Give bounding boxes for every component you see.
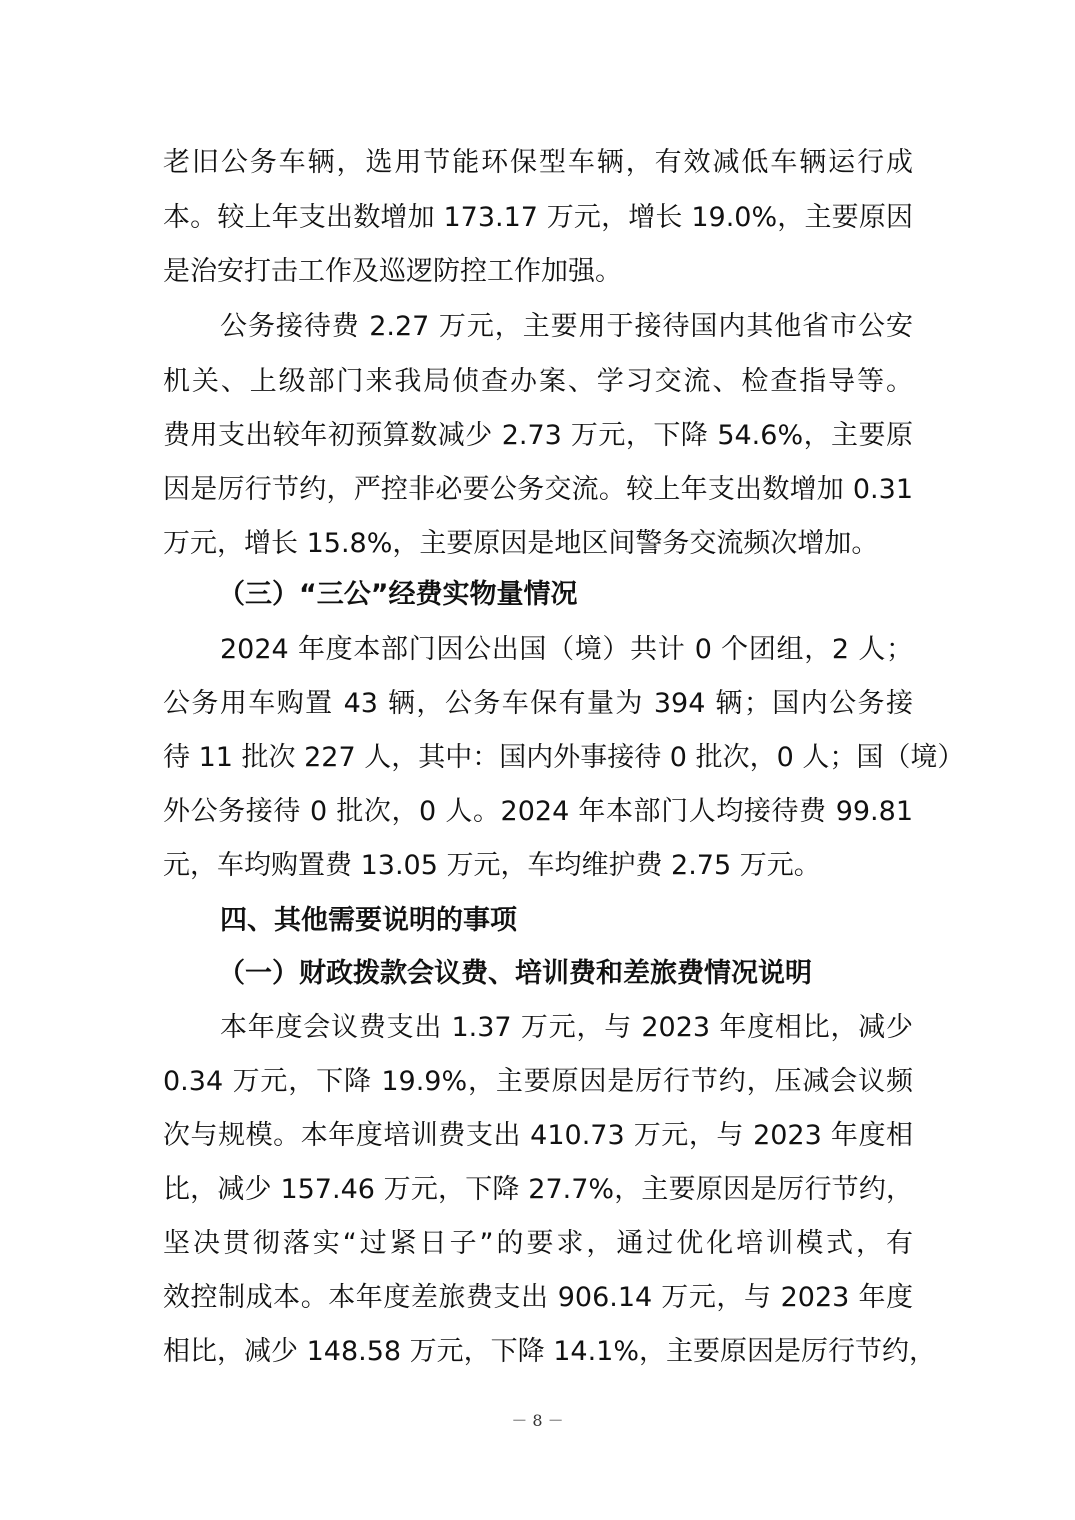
paragraph-line: 是治安打击工作及巡逻防控工作加强。 (163, 256, 622, 287)
paragraph-line: 机关、上级部门来我局侦查办案、学习交流、检查指导等。 (163, 366, 913, 397)
paragraph-line: 本年度会议费支出 1.37 万元，与 2023 年度相比，减少 (220, 1012, 913, 1043)
paragraph-line: 0.34 万元，下降 19.9%，主要原因是厉行节约，压减会议频 (163, 1066, 913, 1097)
paragraph-line: 2024 年度本部门因公出国（境）共计 0 个团组，2 人； (220, 634, 913, 665)
paragraph-line: 公务用车购置 43 辆，公务车保有量为 394 辆；国内公务接 (163, 688, 913, 719)
paragraph-line: 费用支出较年初预算数减少 2.73 万元，下降 54.6%，主要原 (163, 420, 913, 451)
paragraph-line: 坚决贯彻落实“过紧日子”的要求，通过优化培训模式，有 (163, 1228, 913, 1259)
paragraph-line: 本。较上年支出数增加 173.17 万元，增长 19.0%，主要原因 (163, 202, 913, 233)
paragraph-line: 元，车均购置费 13.05 万元，车均维护费 2.75 万元。 (163, 850, 821, 881)
paragraph-line: 外公务接待 0 批次，0 人。2024 年本部门人均接待费 99.81 (163, 796, 913, 827)
paragraph-line: 公务接待费 2.27 万元，主要用于接待国内其他省市公安 (220, 311, 913, 342)
page-number: － 8 － (511, 1411, 564, 1430)
section-heading-other-matters: 四、其他需要说明的事项 (220, 905, 517, 936)
paragraph-line: 待 11 批次 227 人，其中：国内外事接待 0 批次，0 人；国（境） (163, 742, 965, 773)
paragraph-line: 相比，减少 148.58 万元，下降 14.1%，主要原因是厉行节约， (163, 1336, 936, 1367)
paragraph-line: 万元，增长 15.8%，主要原因是地区间警务交流频次增加。 (163, 528, 879, 559)
paragraph-line: 次与规模。本年度培训费支出 410.73 万元，与 2023 年度相 (163, 1120, 913, 1151)
section-heading-three-public: （三）“三公”经费实物量情况 (218, 579, 578, 610)
subsection-heading-meeting-training-travel: （一）财政拨款会议费、培训费和差旅费情况说明 (218, 958, 812, 989)
paragraph-line: 因是厉行节约，严控非必要公务交流。较上年支出数增加 0.31 (163, 474, 913, 505)
paragraph-line: 老旧公务车辆，选用节能环保型车辆，有效减低车辆运行成 (163, 147, 913, 178)
paragraph-line: 效控制成本。本年度差旅费支出 906.14 万元，与 2023 年度 (163, 1282, 913, 1313)
paragraph-line: 比，减少 157.46 万元，下降 27.7%，主要原因是厉行节约， (163, 1174, 913, 1205)
